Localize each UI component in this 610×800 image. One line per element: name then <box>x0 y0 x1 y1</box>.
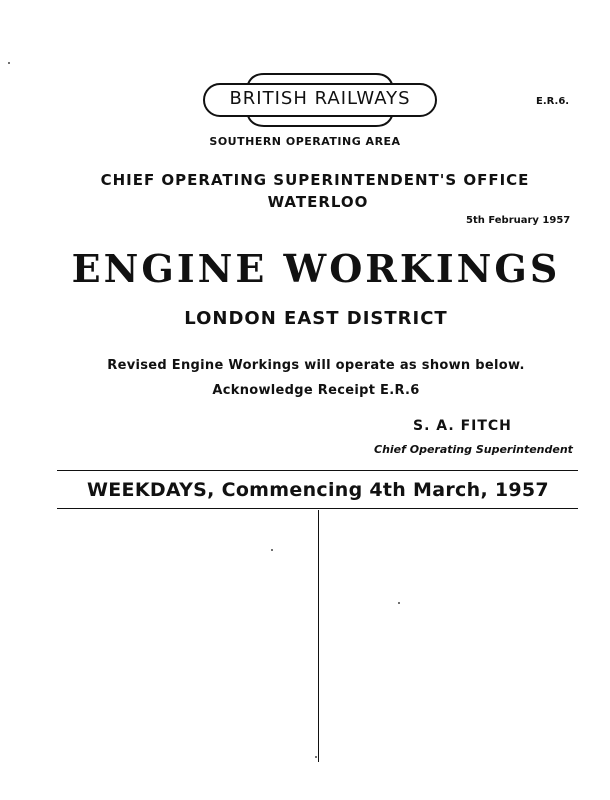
schedule-bottom-rule <box>57 508 578 509</box>
paper-speck <box>315 756 317 758</box>
district-heading: LONDON EAST DISTRICT <box>184 308 448 329</box>
paper-speck <box>8 62 10 64</box>
office-heading: CHIEF OPERATING SUPERINTENDENT'S OFFICE <box>100 171 530 189</box>
logo-text: BRITISH RAILWAYS <box>229 88 411 109</box>
column-divider <box>318 510 319 762</box>
paper-speck <box>271 549 273 551</box>
signatory-name: S. A. FITCH <box>413 418 512 434</box>
schedule-heading: WEEKDAYS, Commencing 4th March, 1957 <box>87 479 549 501</box>
operating-area: SOUTHERN OPERATING AREA <box>209 135 401 148</box>
notice-line-1: Revised Engine Workings will operate as shown below. <box>107 358 525 373</box>
schedule-top-rule <box>57 470 578 471</box>
notice-line-2: Acknowledge Receipt E.R.6 <box>212 383 420 398</box>
document-reference: E.R.6. <box>536 96 570 107</box>
paper-speck <box>398 602 400 604</box>
signatory-role: Chief Operating Superintendent <box>374 443 573 456</box>
page-title: ENGINE WORKINGS <box>71 246 561 291</box>
british-railways-logo <box>198 70 442 130</box>
office-location: WATERLOO <box>267 193 369 211</box>
issue-date: 5th February 1957 <box>466 215 571 226</box>
